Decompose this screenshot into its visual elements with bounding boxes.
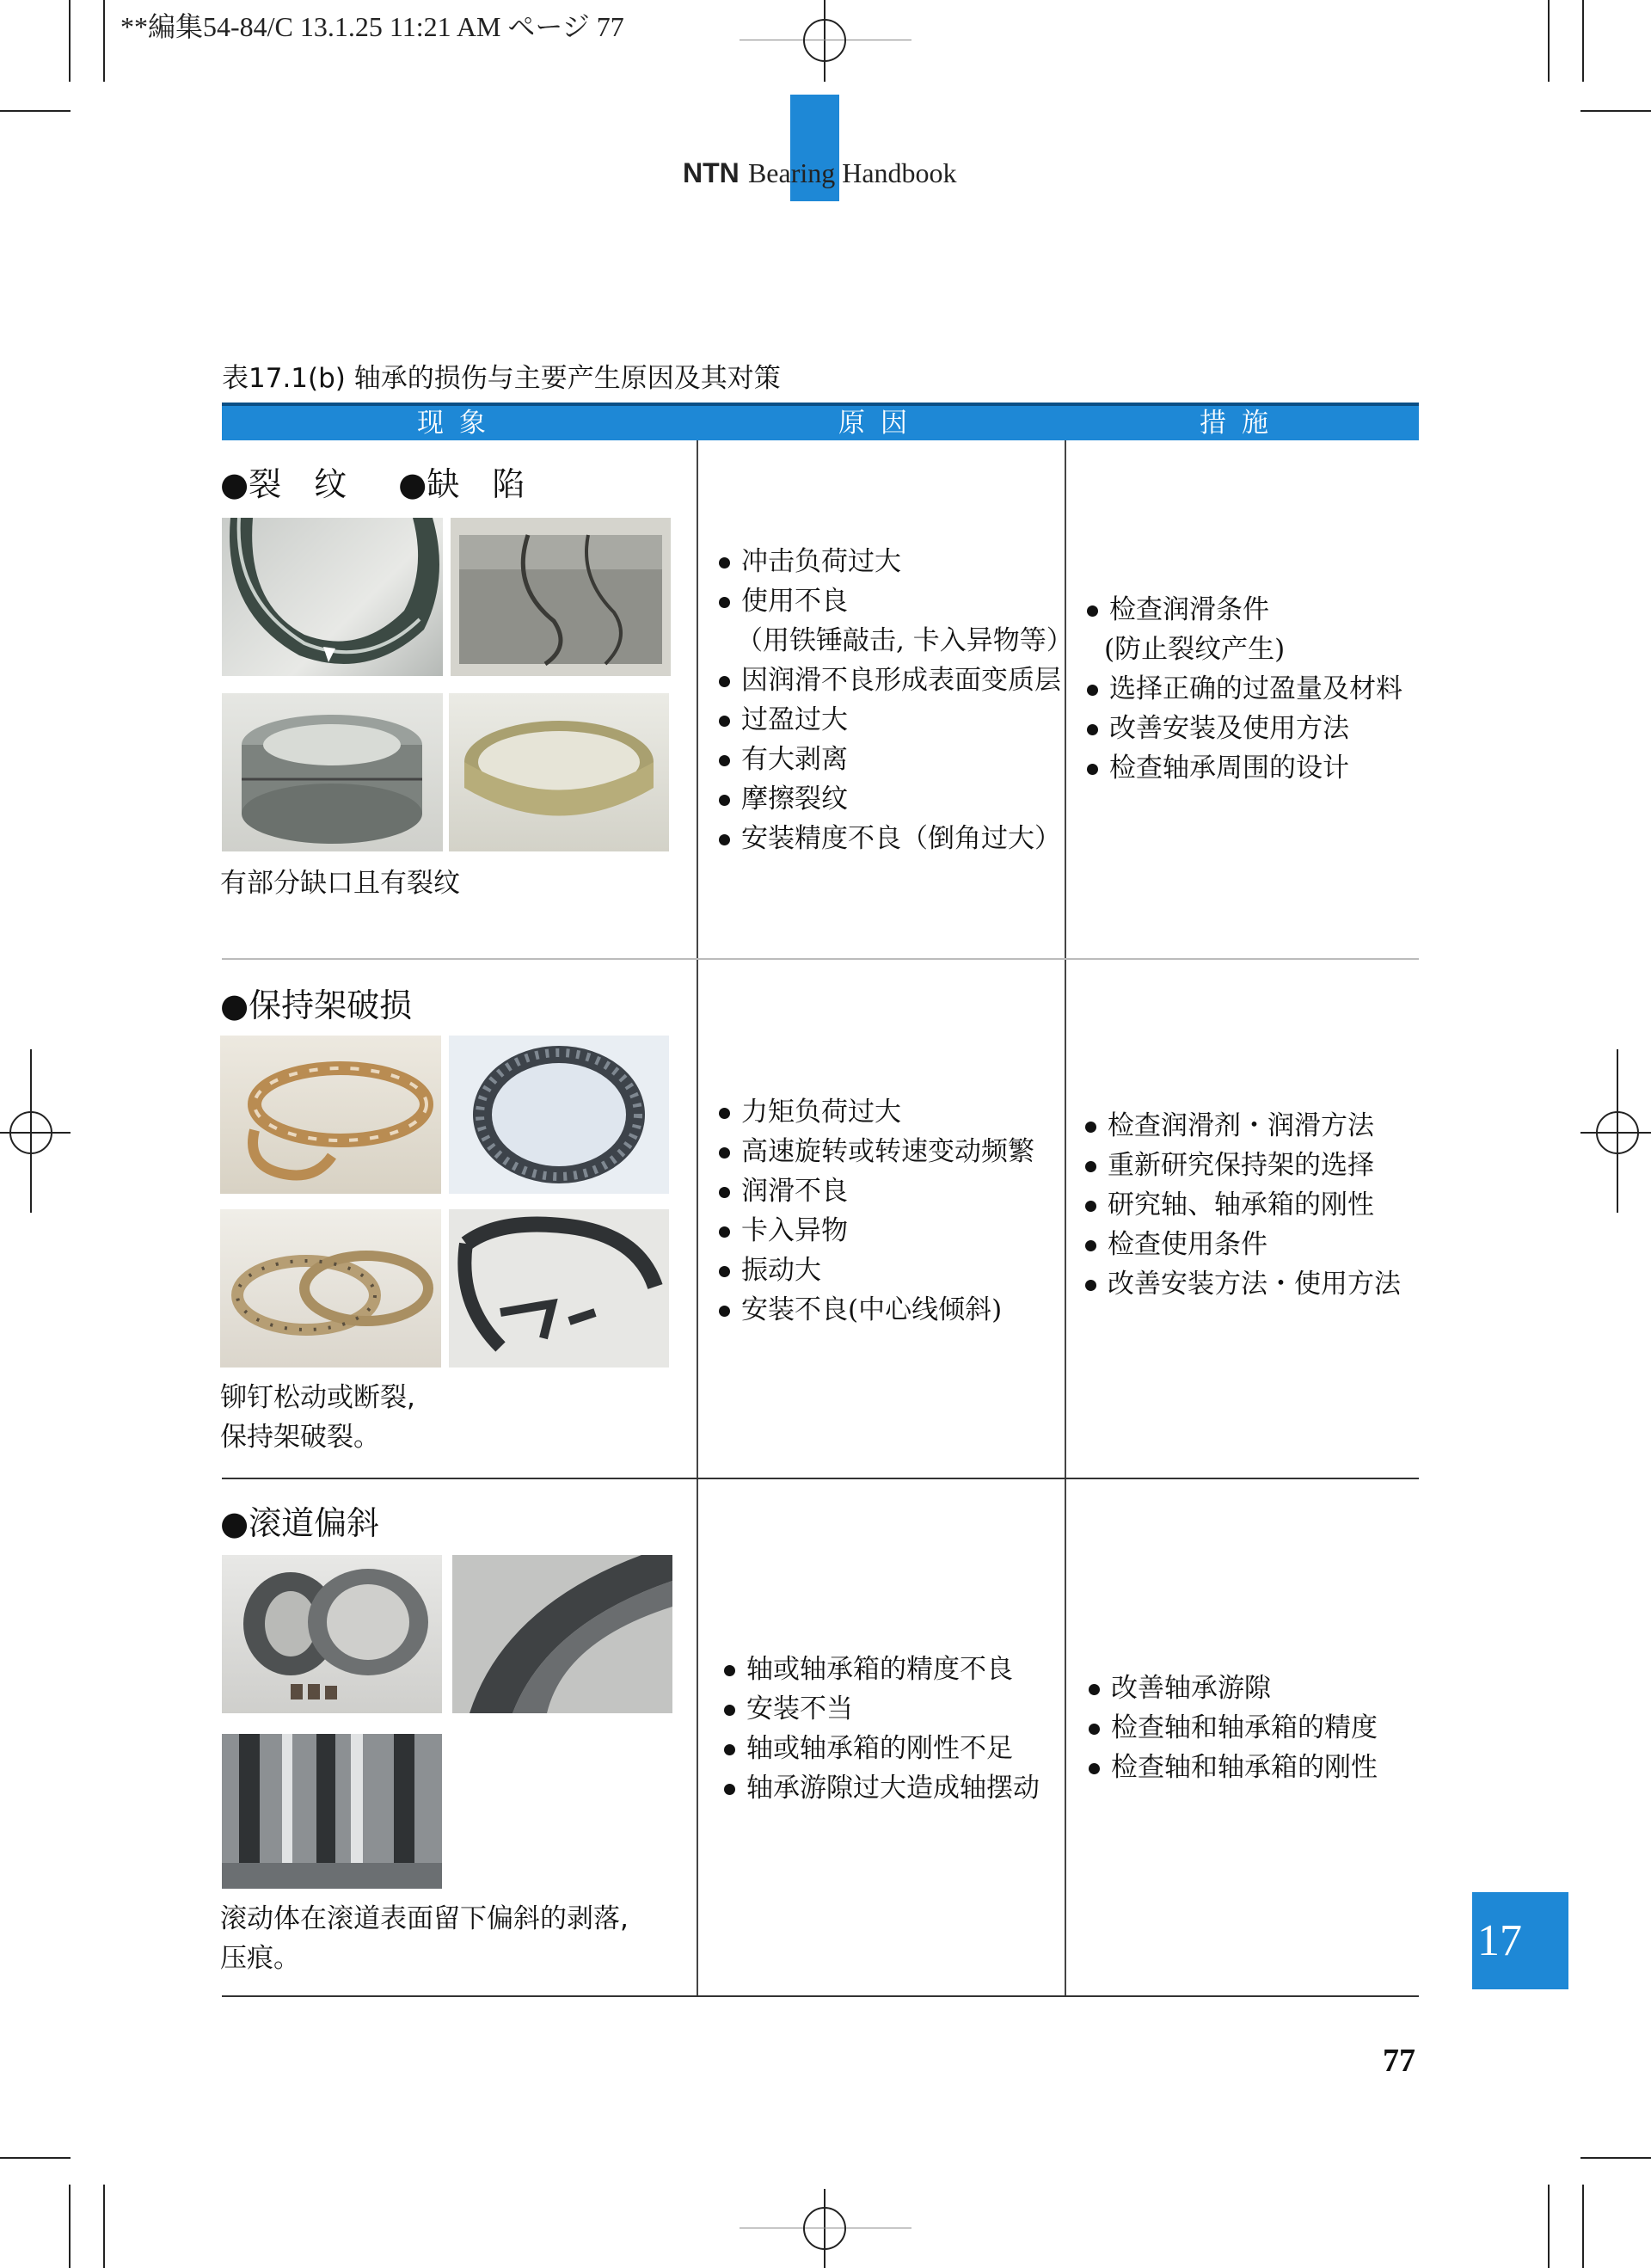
list-item: 因润滑不良形成表面变质层 [719, 661, 1073, 700]
photo-broken-riveted-cage [220, 1209, 441, 1368]
list-item: 摩擦裂纹 [719, 779, 1073, 819]
list-item: 卡入异物 [719, 1211, 1034, 1251]
phenomenon-caption: 铆钉松动或断裂, 保持架破裂。 [220, 1382, 415, 1453]
list-item: 检查轴和轴承箱的刚性 [1089, 1748, 1378, 1787]
cause-list [719, 542, 1073, 858]
row-divider [222, 1478, 1419, 1479]
list-item: 改善安装及使用方法 [1087, 709, 1402, 748]
table-bottom-rule [222, 1995, 1419, 1997]
phenomenon-caption: 有部分缺口且有裂纹 [220, 868, 460, 899]
list-item: 安装不当 [724, 1689, 1040, 1729]
list-item: 高速旋转或转速变动频繁 [719, 1132, 1034, 1171]
column-header-phenomenon: 现象 [417, 408, 501, 439]
chapter-tab: 17 [1472, 1892, 1568, 1989]
photo-cracked-double-ring [222, 693, 443, 851]
list-item: 有大剥离 [719, 740, 1073, 779]
photo-cracked-block [451, 518, 671, 676]
table-title: 表17.1(b) 轴承的损伤与主要产生原因及其对策 [222, 363, 781, 394]
list-item: 重新研究保持架的选择 [1085, 1146, 1401, 1185]
list-item: 检查使用条件 [1085, 1225, 1401, 1264]
list-item: 振动大 [719, 1251, 1034, 1290]
running-header [683, 157, 957, 189]
list-item: 检查润滑条件 [1087, 590, 1402, 630]
photo-skewed-ring-closeup [452, 1555, 672, 1713]
photo-skewed-raceway-strip [222, 1734, 442, 1889]
list-item: 轴或轴承箱的精度不良 [724, 1650, 1040, 1689]
measure-list [1089, 1669, 1378, 1787]
photo-cracked-brass-ring [449, 693, 669, 851]
column-divider [697, 440, 698, 1997]
list-item: 改善轴承游隙 [1089, 1669, 1378, 1708]
measure-list [1087, 590, 1402, 788]
list-item: 润滑不良 [719, 1171, 1034, 1211]
photo-broken-steel-cage [449, 1209, 669, 1368]
list-item: （用铁锤敲击, 卡入异物等） [736, 625, 1073, 656]
phenomenon-title: ●保持架破损 [220, 986, 413, 1024]
list-item: 检查轴承周围的设计 [1087, 748, 1402, 788]
list-item: 研究轴、轴承箱的刚性 [1085, 1185, 1401, 1225]
page-number: 77 [1383, 2043, 1415, 2079]
list-item: 力矩负荷过大 [719, 1092, 1034, 1132]
list-item: 轴或轴承箱的刚性不足 [724, 1729, 1040, 1768]
photo-cracked-ring [222, 518, 443, 676]
list-item: 过盈过大 [719, 700, 1073, 740]
phenomenon-title: ●滚道偏斜 [220, 1504, 380, 1542]
photo-broken-brass-cage [220, 1036, 441, 1194]
list-item: (防止裂纹产生) [1104, 634, 1286, 665]
list-item: 选择正确的过盈量及材料 [1087, 669, 1402, 709]
cause-list [724, 1650, 1040, 1808]
cause-list [719, 1092, 1034, 1330]
table-header [222, 403, 1419, 440]
brand-name: NTN [683, 157, 740, 188]
column-header-measure: 措施 [1200, 408, 1284, 439]
handbook-title: Bearing Handbook [747, 157, 957, 188]
print-slug: **編集54-84/C 13.1.25 11:21 AM ページ 77 [120, 11, 624, 42]
list-item: 使用不良 [719, 581, 1073, 621]
list-item: 检查轴和轴承箱的精度 [1089, 1708, 1378, 1748]
photo-needle-cage [449, 1036, 669, 1194]
list-item: 检查润滑剂・润滑方法 [1085, 1106, 1401, 1146]
list-item: 轴承游隙过大造成轴摆动 [724, 1768, 1040, 1808]
phenomenon-title: ●裂 纹 ●缺 陷 [220, 465, 525, 503]
phenomenon-caption: 滚动体在滚道表面留下偏斜的剥落, 压痕。 [220, 1903, 629, 1974]
column-header-cause: 原因 [838, 408, 923, 439]
measure-list [1085, 1106, 1401, 1304]
list-item: 冲击负荷过大 [719, 542, 1073, 581]
list-item: 改善安装方法・使用方法 [1085, 1264, 1401, 1304]
photo-skewed-rings-rollers [222, 1555, 442, 1713]
list-item: 安装精度不良（倒角过大） [719, 819, 1073, 858]
list-item: 安装不良(中心线倾斜) [719, 1290, 1034, 1330]
row-divider [222, 958, 1419, 960]
